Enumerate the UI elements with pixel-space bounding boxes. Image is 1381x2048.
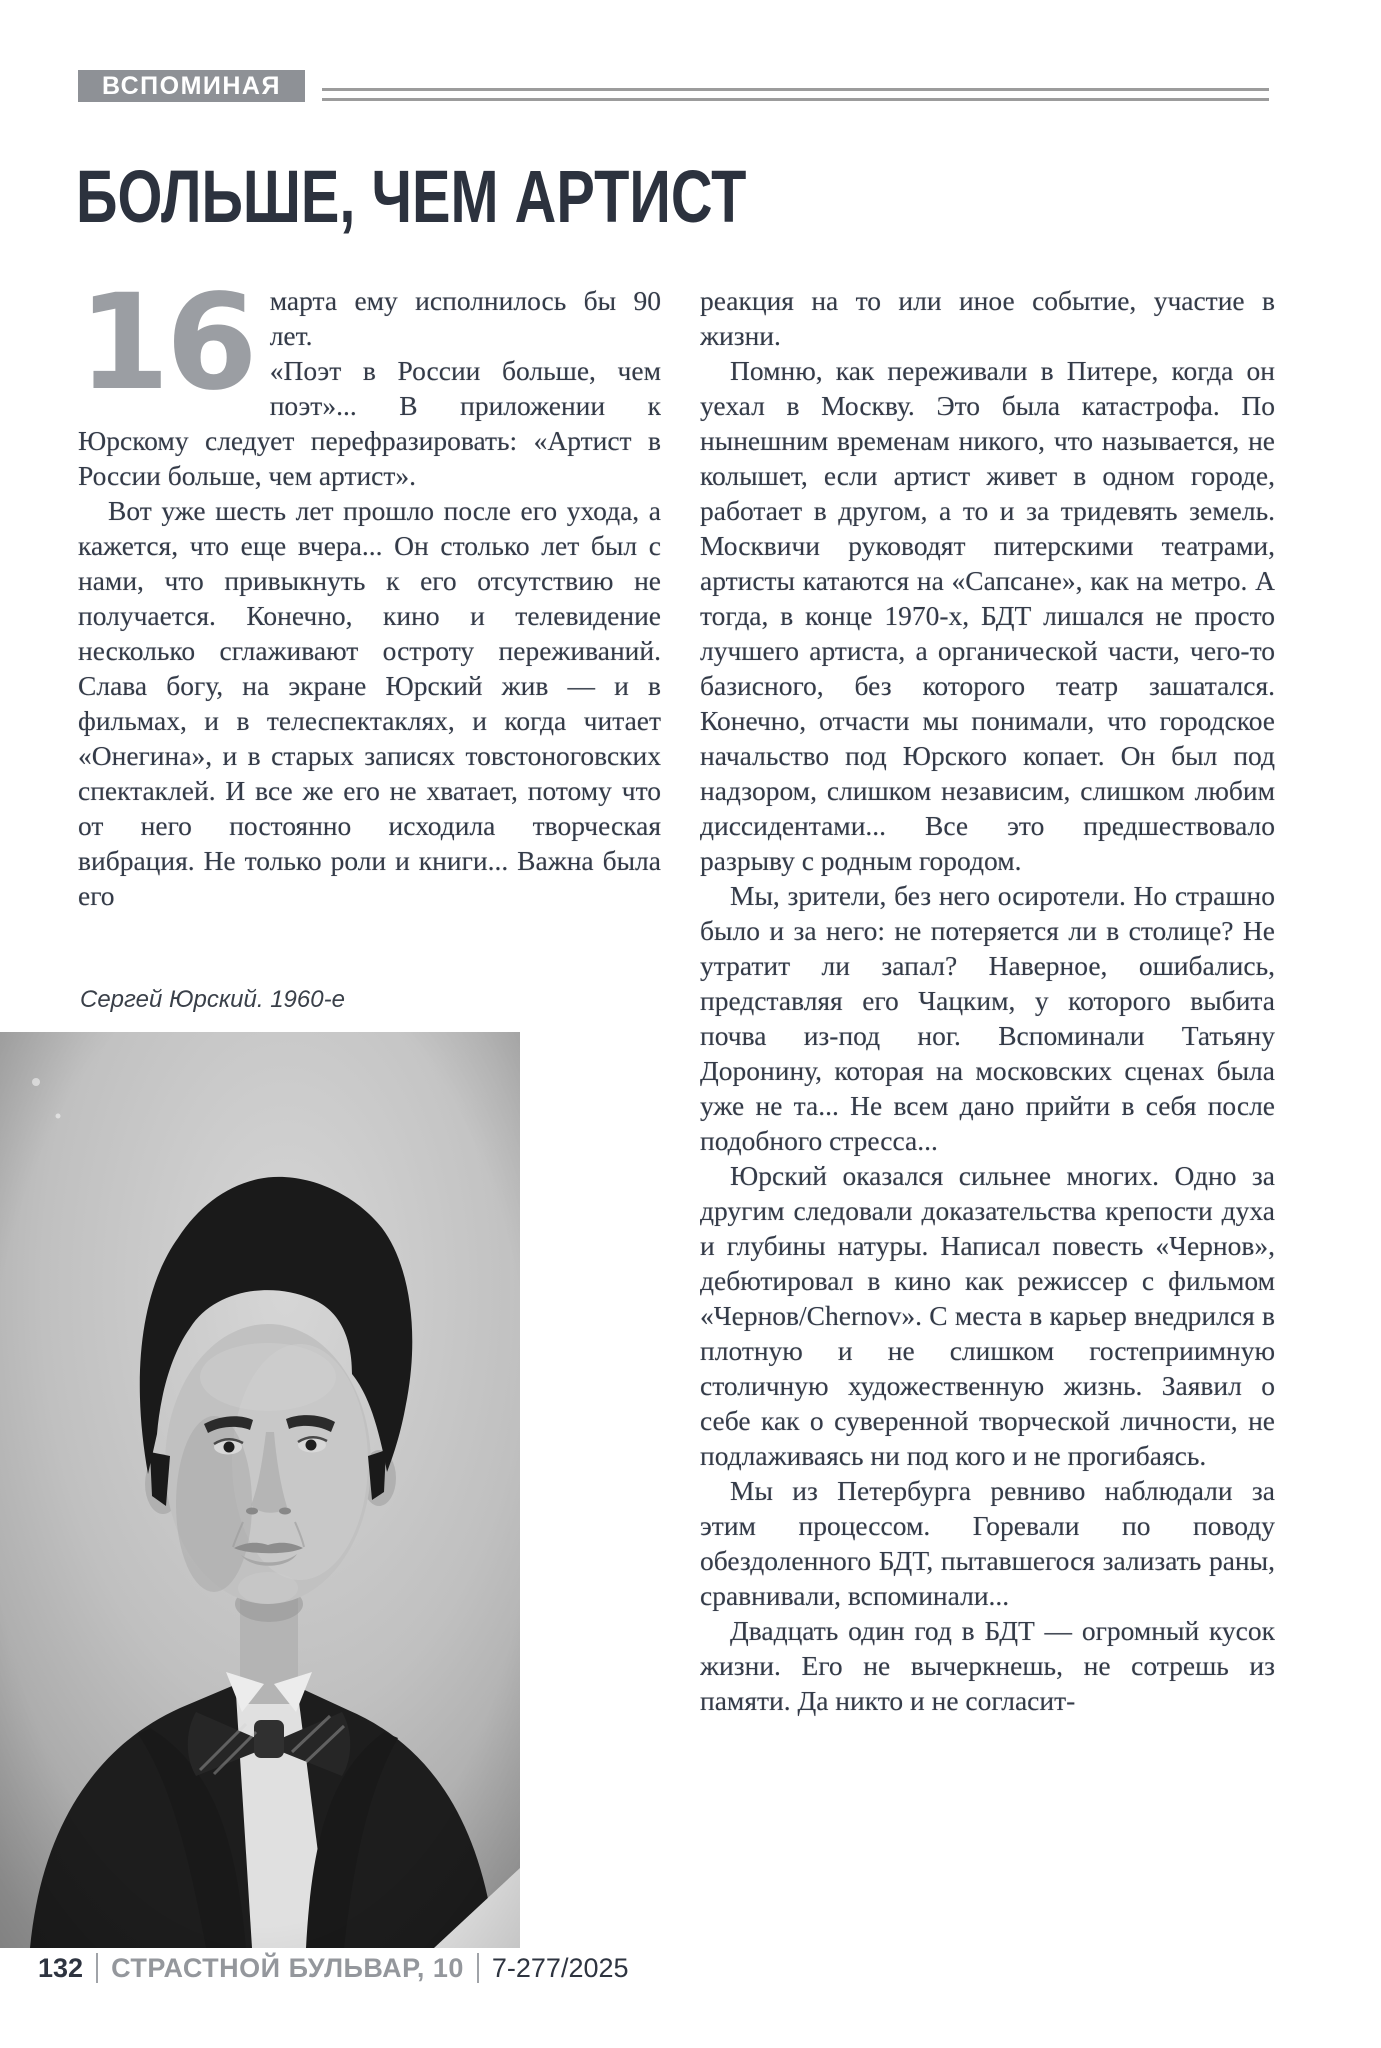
footer-divider [477, 1953, 479, 1983]
header-rule-top [322, 88, 1269, 91]
body-paragraph: марта ему исполнилось бы 90 лет. [269, 285, 661, 351]
page-number: 132 [38, 1952, 84, 1983]
right-column [700, 283, 1275, 1943]
article-title: БОЛЬШЕ, ЧЕМ АРТИСТ [76, 155, 747, 238]
magazine-title: СТРАСТНОЙ БУЛЬВАР, 10 [111, 1952, 464, 1983]
body-paragraph: Помню, как переживали в Питере, когда он уехал в Москву. Это была катастрофа. По нынешним временам никого, что называется, не колышет, если артист живет в одном городе, работает в другом, а то и за тридевять земель. Москвичи руководят питерскими театрами, артисты катаются на «Сапсане», как на метро. А тогда, в конце 1970-х, БДТ лишался не просто лучшего артиста, а органической части, чего-то базисного, без которого театр зашатался. Конечно, отчасти мы понимали, что городское начальство под Юрского копает. Он был под надзором, слишком независим, слишком любим диссидентами... Все это предшествовало разрыву с родным городом. [700, 355, 1275, 876]
photo-caption: Сергей Юрский. 1960-е [80, 986, 345, 1013]
body-paragraph: Двадцать один год в БДТ — огромный кусок жизни. Его не вычеркнешь, не сотрешь из памяти. Да никто и не согласит- [700, 1615, 1275, 1716]
body-paragraph: «Поэт в России больше, чем поэт»... В приложении к Юрскому следует перефразировать: «Артист в России больше, чем артист». [78, 355, 661, 491]
body-paragraph: Мы, зрители, без него осиротели. Но страшно было и за него: не потеряется ли в столице? Не утратит ли запал? Наверное, ошибались, представляя его Чацким, у которого выбита почва из-под ног. Вспоминали Татьяну Доронину, которая на московских сценах была уже не та... Не всем дано прийти в себя после подобного стресса... [700, 880, 1275, 1156]
body-paragraph: реакция на то или иное событие, участие в жизни. [700, 285, 1275, 351]
footer-divider [96, 1953, 98, 1983]
drop-cap: 16 [78, 283, 254, 420]
body-paragraph: Вот уже шесть лет прошло после его ухода, а кажется, что еще вчера... Он столько лет был с нами, что привыкнуть к его отсутствию не получается. Конечно, кино и телевидение несколько сглаживают остроту переживаний. Слава богу, на экране Юрский жив — и в фильмах, и в телеспектаклях, и когда читает «Онегина», и в старых записях товстоноговских спектаклей. И все же его не хватает, потому что от него постоянно исходила творческая вибрация. Не только роли и книги... Важна была его [78, 495, 661, 911]
portrait-photo [0, 1032, 520, 1948]
header-rule-bottom [322, 98, 1269, 101]
photo-vignette [0, 1032, 520, 1948]
section-label: ВСПОМИНАЯ [78, 70, 305, 102]
page-footer [38, 1950, 629, 1986]
portrait-illustration [0, 1032, 520, 1948]
left-column [78, 283, 661, 977]
body-paragraph: Мы из Петербурга ревниво наблюдали за этим процессом. Горевали по поводу обездоленного БДТ, пытавшегося зализать раны, сравнивали, вспоминали... [700, 1475, 1275, 1611]
issue-number: 7-277/2025 [491, 1952, 629, 1983]
body-paragraph: Юрский оказался сильнее многих. Одно за другим следовали доказательства крепости духа и глубины натуры. Написал повесть «Чернов», дебютировал в кино как режиссер с фильмом «Чернов/Chernov». С места в карьер внедрился в плотную и не слишком гостеприимную столичную художественную жизнь. Заявил о себе как о суверенной творческой личности, не подлаживаясь ни под кого и не прогибаясь. [700, 1160, 1275, 1471]
